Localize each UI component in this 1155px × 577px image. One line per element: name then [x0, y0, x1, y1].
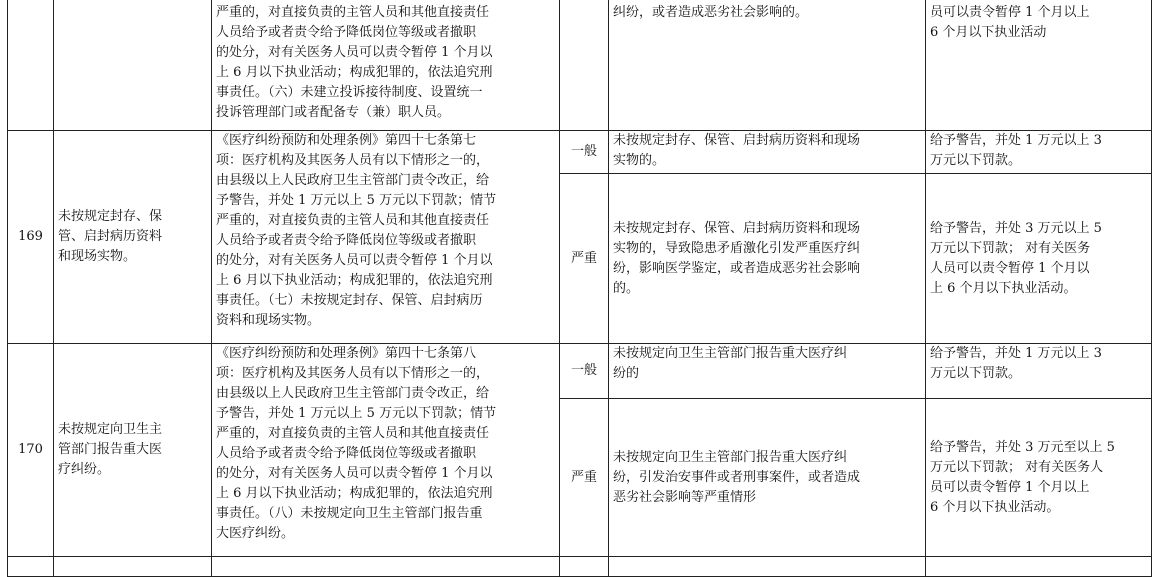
cell-penalty — [926, 399, 1152, 557]
text-line: 纠纷，或者造成恶劣社会影响的。 — [613, 5, 809, 20]
text-line: 纷的 — [613, 366, 640, 381]
text-line: 事责任。（八）未按规定向卫生主管部门报告重 — [216, 506, 483, 521]
cell-circumstance — [609, 174, 926, 344]
text-line: 大医疗纠纷。 — [216, 526, 295, 541]
text-line: 上 6 个月以下执业活动。 — [930, 280, 1077, 296]
text-line: 实物的。 — [613, 153, 666, 168]
cell-violation — [54, 557, 212, 577]
text-line: 严重的，对直接负责的主管人员和其他直接责任 — [216, 213, 490, 228]
text-line: 投诉管理部门或者配备专（兼）职人员。 — [216, 105, 451, 120]
cell-legal-basis — [212, 131, 560, 344]
text-line: 未按规定向卫生主管部门报告重大医疗纠 — [613, 449, 848, 465]
text-line: 由县级以上人民政府卫生主管部门责令改正，给 — [216, 386, 490, 401]
cell-penalty — [926, 557, 1152, 577]
text-line: 《医疗纠纷预防和处理条例》第四十七条第八 — [216, 346, 477, 361]
cell-circumstance — [609, 557, 926, 577]
table-row-continued — [8, 0, 1152, 131]
cell-circumstance — [609, 131, 926, 174]
text-line: 项：医疗机构及其医务人员有以下情形之一的， — [216, 153, 490, 168]
text-line: 未按规定向卫生主 — [58, 422, 163, 437]
table-row-next — [8, 557, 1152, 577]
text-line: 项：医疗机构及其医务人员有以下情形之一的， — [216, 366, 490, 381]
text-line: 上 6 月以下执业活动；构成犯罪的，依法追究刑 — [216, 486, 493, 501]
text-line: 管、启封病历资料 — [58, 229, 163, 244]
cell-level: 一般 — [560, 131, 609, 174]
text-line: 资料和现场实物。 — [216, 313, 321, 328]
cell-circumstance — [609, 0, 926, 131]
cell-legal-basis — [212, 557, 560, 577]
cell-number — [8, 0, 54, 131]
table-row — [8, 131, 1152, 174]
text-line: 给予警告，并处 1 万元以上 3 — [930, 346, 1102, 361]
cell-violation — [54, 0, 212, 131]
text-line: 《医疗纠纷预防和处理条例》第四十七条第七 — [216, 133, 477, 148]
table-row — [8, 344, 1152, 399]
text-line: 上 6 月以下执业活动；构成犯罪的，依法追究刑 — [216, 65, 493, 80]
text-line: 人员给予或者责令给予降低岗位等级或者撤职 — [216, 25, 477, 40]
text-line: 员可以责令暂停 1 个月以上 — [930, 479, 1090, 495]
cell-number: 169 — [8, 131, 54, 344]
cell-level: 严重 — [560, 174, 609, 344]
text-line: 给予警告，并处 1 万元以上 3 — [930, 133, 1102, 148]
text-line: 6 个月以下执业活动。 — [930, 499, 1060, 515]
text-line: 严重的，对直接负责的主管人员和其他直接责任 — [216, 5, 490, 20]
text-line: 万元以下罚款。 — [930, 366, 1022, 381]
text-line: 事责任。（六）未建立投诉接待制度、设置统一 — [216, 85, 483, 100]
text-line: 管部门报告重大医 — [58, 442, 163, 457]
text-line: 人员给予或者责令给予降低岗位等级或者撤职 — [216, 233, 477, 248]
text-line: 万元以下罚款； 对有关医务 — [930, 240, 1091, 256]
text-line: 纷，影响医学鉴定，或者造成恶劣社会影响 — [613, 260, 861, 276]
penalty-standards-table — [7, 0, 1152, 577]
cell-number — [8, 557, 54, 577]
text-line: 恶劣社会影响等严重情形 — [613, 489, 757, 505]
cell-level — [560, 557, 609, 577]
text-line: 和现场实物。 — [58, 249, 137, 264]
text-line: 实物的，导致隐患矛盾激化引发严重医疗纠 — [613, 240, 861, 256]
text-line: 未按规定封存、保 — [58, 209, 163, 224]
cell-level: 一般 — [560, 344, 609, 399]
text-line: 人员给予或者责令给予降低岗位等级或者撤职 — [216, 446, 477, 461]
text-line: 人员可以责令暂停 1 个月以 — [930, 260, 1090, 276]
text-line: 予警告，并处 1 万元以上 5 万元以下罚款；情节 — [216, 193, 497, 208]
text-line: 的。 — [613, 280, 640, 296]
text-line: 的处分，对有关医务人员可以责令暂停 1 个月以 — [216, 253, 493, 268]
cell-level — [560, 0, 609, 131]
cell-legal-basis — [212, 344, 560, 557]
text-line: 疗纠纷。 — [58, 462, 111, 477]
text-line: 员可以责令暂停 1 个月以上 — [930, 5, 1090, 20]
text-line: 纷，引发治安事件或者刑事案件，或者造成 — [613, 469, 861, 485]
text-line: 万元以下罚款。 — [930, 153, 1022, 168]
cell-violation — [54, 131, 212, 344]
text-line: 的处分，对有关医务人员可以责令暂停 1 个月以 — [216, 466, 493, 481]
cell-penalty — [926, 0, 1152, 131]
text-line: 6 个月以下执业活动 — [930, 25, 1047, 40]
text-line: 上 6 月以下执业活动；构成犯罪的，依法追究刑 — [216, 273, 493, 288]
text-line: 未按规定向卫生主管部门报告重大医疗纠 — [613, 346, 848, 361]
text-line: 未按规定封存、保管、启封病历资料和现场 — [613, 133, 861, 148]
text-line: 严重的，对直接负责的主管人员和其他直接责任 — [216, 426, 490, 441]
text-line: 万元以下罚款； 对有关医务人 — [930, 459, 1104, 475]
text-line: 给予警告，并处 3 万元至以上 5 — [930, 439, 1115, 455]
text-line: 未按规定封存、保管、启封病历资料和现场 — [613, 220, 861, 236]
text-line: 给予警告，并处 3 万元以上 5 — [930, 220, 1102, 236]
text-line: 事责任。（七）未按规定封存、保管、启封病历 — [216, 293, 483, 308]
text-line: 的处分，对有关医务人员可以责令暂停 1 个月以 — [216, 45, 493, 60]
cell-violation — [54, 344, 212, 557]
cell-penalty — [926, 344, 1152, 399]
cell-number: 170 — [8, 344, 54, 557]
cell-circumstance — [609, 344, 926, 399]
cell-legal-basis — [212, 0, 560, 131]
cell-circumstance — [609, 399, 926, 557]
cell-penalty — [926, 131, 1152, 174]
text-line: 予警告，并处 1 万元以上 5 万元以下罚款；情节 — [216, 406, 497, 421]
cell-level: 严重 — [560, 399, 609, 557]
cell-penalty — [926, 174, 1152, 344]
text-line: 由县级以上人民政府卫生主管部门责令改正，给 — [216, 173, 490, 188]
